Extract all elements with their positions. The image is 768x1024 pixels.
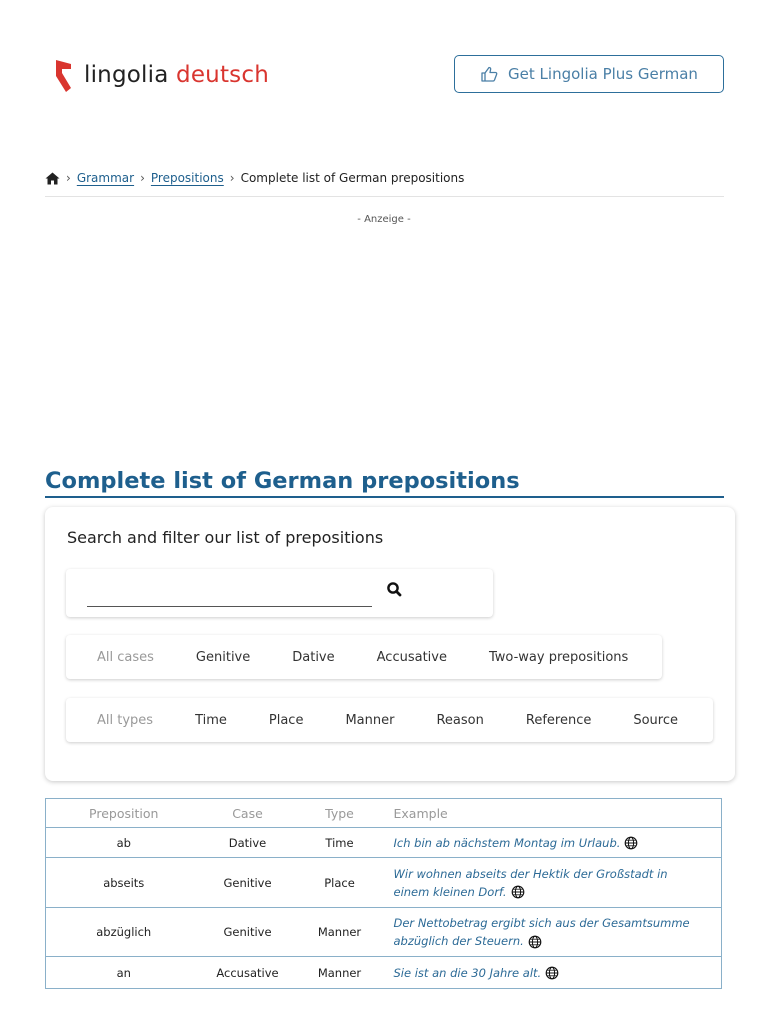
example-text: Ich bin ab nächstem Montag im Urlaub. xyxy=(393,835,621,850)
breadcrumb xyxy=(45,171,724,197)
filter-title: Search and filter our list of prepositions xyxy=(67,528,384,547)
case-filter-genitive[interactable]: Genitive xyxy=(195,649,251,665)
cell-preposition: an xyxy=(46,957,202,989)
search-icon[interactable] xyxy=(386,581,404,599)
logo-word-lingolia: lingolia xyxy=(84,62,169,88)
table-row xyxy=(46,828,722,858)
cell-example xyxy=(386,858,722,908)
type-filter-time[interactable]: Time xyxy=(195,712,227,728)
globe-icon[interactable] xyxy=(528,935,542,949)
type-filter-reference[interactable]: Reference xyxy=(525,712,592,728)
breadcrumb-separator: › xyxy=(140,171,145,185)
cell-preposition: abzüglich xyxy=(46,908,202,957)
case-filter-dative[interactable]: Dative xyxy=(292,649,335,665)
get-lingolia-plus-button[interactable] xyxy=(454,55,724,93)
type-filter-reason[interactable]: Reason xyxy=(436,712,484,728)
cell-type: Time xyxy=(294,828,386,858)
cell-type: Place xyxy=(294,858,386,908)
ad-label: - Anzeige - xyxy=(357,214,411,225)
cell-case: Genitive xyxy=(202,858,294,908)
logo-text xyxy=(84,60,269,90)
page-title: Complete list of German prepositions xyxy=(45,466,724,498)
column-header-case[interactable]: Case xyxy=(202,799,294,828)
case-filter-all[interactable]: All cases xyxy=(97,649,154,665)
column-header-preposition[interactable]: Preposition xyxy=(46,799,202,828)
get-lingolia-plus-label: Get Lingolia Plus German xyxy=(508,65,698,83)
type-filter-manner[interactable]: Manner xyxy=(345,712,395,728)
logo[interactable] xyxy=(54,57,269,93)
example-text: Der Nettobetrag ergibt sich aus der Gesamtsumme abzüglich der Steuern. xyxy=(393,916,690,948)
type-filter-source[interactable]: Source xyxy=(633,712,678,728)
type-filter xyxy=(66,698,713,742)
globe-icon[interactable] xyxy=(545,966,559,980)
search-box xyxy=(66,569,493,617)
cell-case: Dative xyxy=(202,828,294,858)
cell-case: Genitive xyxy=(202,908,294,957)
cell-preposition: abseits xyxy=(46,858,202,908)
breadcrumb-prepositions[interactable]: Prepositions xyxy=(150,171,224,185)
search-input[interactable] xyxy=(87,583,372,607)
breadcrumb-separator: › xyxy=(229,171,235,185)
cell-example xyxy=(386,908,722,957)
cell-example xyxy=(386,828,722,858)
thumbs-up-icon xyxy=(480,66,498,82)
filter-card xyxy=(45,507,735,781)
breadcrumb-grammar[interactable]: Grammar xyxy=(76,171,135,185)
prepositions-table xyxy=(45,798,722,989)
case-filter-two-way[interactable]: Two-way prepositions xyxy=(488,649,629,665)
cell-case: Accusative xyxy=(202,957,294,989)
globe-icon[interactable] xyxy=(624,836,638,850)
globe-icon[interactable] xyxy=(511,885,525,899)
site-header xyxy=(0,0,768,130)
case-filter-accusative[interactable]: Accusative xyxy=(376,649,447,665)
logo-word-deutsch: deutsch xyxy=(176,62,269,88)
home-icon[interactable] xyxy=(45,172,60,185)
table-row xyxy=(46,908,722,957)
cell-type: Manner xyxy=(294,957,386,989)
example-text: Wir wohnen abseits der Hektik der Großstadt in einem kleinen Dorf. xyxy=(393,866,668,899)
cell-type: Manner xyxy=(294,908,386,957)
breadcrumb-separator: › xyxy=(66,171,71,185)
table-header-row xyxy=(46,799,722,828)
logo-mark-icon xyxy=(54,58,74,92)
breadcrumb-current: Complete list of German prepositions xyxy=(240,171,465,185)
column-header-type[interactable]: Type xyxy=(294,799,386,828)
type-filter-place[interactable]: Place xyxy=(268,712,304,728)
table-row xyxy=(46,957,722,989)
case-filter xyxy=(66,635,662,679)
cell-preposition: ab xyxy=(46,828,202,858)
table-row xyxy=(46,858,722,908)
example-text: Sie ist an die 30 Jahre alt. xyxy=(393,965,542,980)
column-header-example[interactable]: Example xyxy=(386,799,722,828)
type-filter-all[interactable]: All types xyxy=(97,712,154,728)
cell-example xyxy=(386,957,722,989)
